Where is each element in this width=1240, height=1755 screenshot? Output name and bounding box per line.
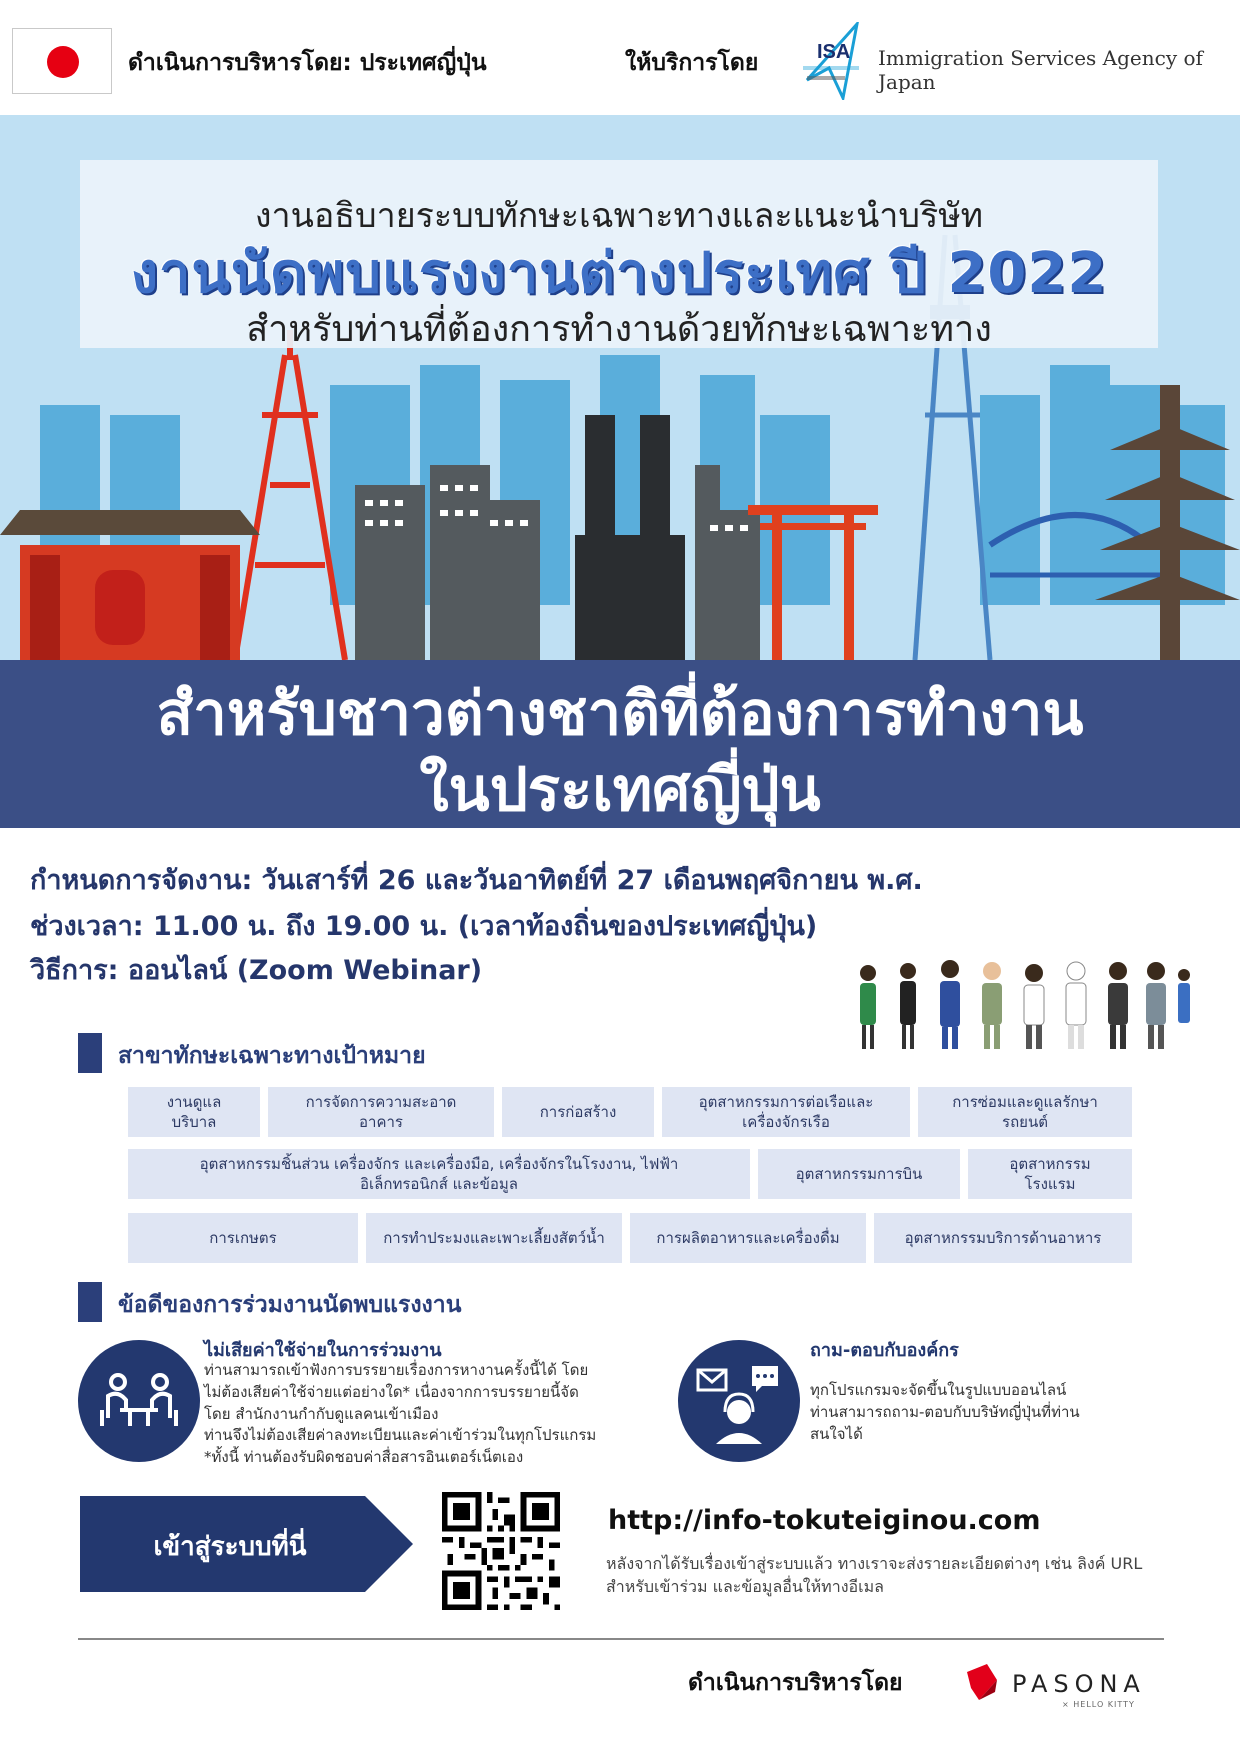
pasona-brand-sub: × HELLO KITTY bbox=[1062, 1700, 1135, 1709]
benefit-free-line: ท่านสามารถเข้าฟังการบรรยายเรื่องการหางานครั้งนี้ได้ โดย bbox=[204, 1361, 589, 1379]
benefit-free-line: โดย สำนักงานกำกับดูแลคนเข้าเมือง bbox=[204, 1404, 439, 1423]
benefit-qa-title: ถาม-ตอบกับองค์กร bbox=[810, 1340, 959, 1361]
event-time: ช่วงเวลา: 11.00 น. ถึง 19.00 น. (เวลาท้องถิ่นของประเทศญี่ปุ่น) bbox=[30, 911, 818, 942]
provider-label: ให้บริการโดย bbox=[625, 50, 759, 76]
qr-code-icon[interactable] bbox=[442, 1492, 560, 1610]
pasona-logo-icon bbox=[965, 1662, 999, 1702]
benefit-qa-line: ทุกโปรแกรมจะจัดขึ้นในรูปแบบออนไลน์ bbox=[810, 1381, 1067, 1399]
page-title: งานนัดพบแรงงานต่างประเทศ ปี 2022 bbox=[130, 241, 1108, 306]
register-button[interactable] bbox=[80, 1496, 413, 1592]
divider bbox=[78, 1638, 1164, 1640]
event-method: วิธีการ: ออนไลน์ (Zoom Webinar) bbox=[30, 955, 483, 986]
field-tag: การผลิตอาหารและเครื่องดื่ม bbox=[630, 1213, 866, 1263]
benefit-free-title: ไม่เสียค่าใช้จ่ายในการร่วมงาน bbox=[204, 1340, 442, 1361]
benefit-qa-text bbox=[810, 1380, 1160, 1445]
japan-flag-icon bbox=[12, 28, 112, 94]
benefit-free-line: *ทั้งนี้ ท่านต้องรับผิดชอบค่าสื่อสารอินเตอร์เน็ตเอง bbox=[204, 1448, 524, 1466]
title-subtitle-top: งานอธิบายระบบทักษะเฉพาะทางและแนะนำบริษัท bbox=[254, 196, 984, 236]
field-tag: งานดูแล บริบาล bbox=[128, 1087, 260, 1137]
field-tag: อุตสาหกรรมการต่อเรือและ เครื่องจักรเรือ bbox=[662, 1087, 910, 1137]
isa-logo-icon bbox=[795, 22, 875, 100]
register-note-line: สำหรับเข้าร่วม และข้อมูลอื่นให้ทางอีเมล bbox=[606, 1577, 884, 1597]
register-url-link[interactable]: http://info-tokuteiginou.com bbox=[608, 1505, 1041, 1536]
pasona-brand: PASONA bbox=[1012, 1670, 1146, 1698]
hero-skyline bbox=[0, 115, 1240, 660]
field-tag: การทำประมงและเพาะเลี้ยงสัตว์น้ำ bbox=[366, 1213, 622, 1263]
heading-bar bbox=[78, 1282, 102, 1322]
field-tag: อุตสาหกรรม โรงแรม bbox=[968, 1149, 1132, 1199]
benefit-free-line: ท่านจึงไม่ต้องเสียค่าลงทะเบียนและค่าเข้าร่วมในทุกโปรแกรม bbox=[204, 1426, 597, 1445]
operator-label: ดำเนินการบริหารโดย: ประเทศญี่ปุ่น bbox=[128, 50, 487, 76]
header bbox=[0, 0, 1240, 115]
workers-illustration bbox=[850, 955, 1190, 1055]
register-button-label: เข้าสู่ระบบที่นี่ bbox=[153, 1532, 307, 1562]
meeting-table-icon bbox=[78, 1340, 200, 1462]
benefit-qa-line: ท่านสามารถถาม-ตอบกับบริษัทญี่ปุ่นที่ท่าน bbox=[810, 1402, 1080, 1421]
register-note-line: หลังจากได้รับเรื่องเข้าสู่ระบบแล้ว ทางเราจะส่งรายละเอียดต่างๆ เช่น ลิงค์ URL bbox=[606, 1554, 1143, 1573]
benefit-free-text bbox=[204, 1360, 644, 1469]
field-tag: การซ่อมและดูแลรักษา รถยนต์ bbox=[918, 1087, 1132, 1137]
audience-banner bbox=[0, 660, 1240, 828]
title-panel bbox=[80, 160, 1158, 348]
fields-heading: สาขาทักษะเฉพาะทางเป้าหมาย bbox=[118, 1043, 426, 1069]
register-note bbox=[606, 1552, 1166, 1598]
banner-line-2: ในประเทศญี่ปุ่น bbox=[419, 755, 821, 825]
footer-operator-label: ดำเนินการบริหารโดย bbox=[688, 1670, 903, 1696]
benefit-qa-line: สนใจได้ bbox=[810, 1424, 863, 1443]
field-tag: อุตสาหกรรมการบิน bbox=[758, 1149, 960, 1199]
benefit-free-line: ไม่ต้องเสียค่าใช้จ่ายแต่อย่างใด* เนื่องจากการบรรยายนี้จัด bbox=[204, 1382, 579, 1401]
agency-name: Immigration Services Agency of Japan bbox=[878, 46, 1203, 94]
event-date: กำหนดการจัดงาน: วันเสาร์ที่ 26 และวันอาทิตย์ที่ 27 เดือนพฤศจิกายน พ.ศ. bbox=[30, 865, 923, 896]
field-tag: อุตสาหกรรมบริการด้านอาหาร bbox=[874, 1213, 1132, 1263]
field-tag: อุตสาหกรรมชิ้นส่วน เครื่องจักร และเครื่องมือ, เครื่องจักรในโรงงาน, ไฟฟ้า อิเล็กทรอนิกส์ และข้อมูล bbox=[128, 1149, 750, 1199]
qa-support-icon bbox=[678, 1340, 800, 1462]
benefits-heading: ข้อดีของการร่วมงานนัดพบแรงงาน bbox=[118, 1292, 462, 1318]
heading-bar bbox=[78, 1033, 102, 1073]
field-tag: การเกษตร bbox=[128, 1213, 358, 1263]
title-subtitle-bottom: สำหรับท่านที่ต้องการทำงานด้วยทักษะเฉพาะทาง bbox=[246, 309, 992, 350]
field-tag: การก่อสร้าง bbox=[502, 1087, 654, 1137]
svg-text:ISA: ISA bbox=[817, 41, 851, 63]
banner-line-1: สำหรับชาวต่างชาติที่ต้องการทำงาน bbox=[156, 679, 1084, 749]
field-tag: การจัดการความสะอาด อาคาร bbox=[268, 1087, 494, 1137]
